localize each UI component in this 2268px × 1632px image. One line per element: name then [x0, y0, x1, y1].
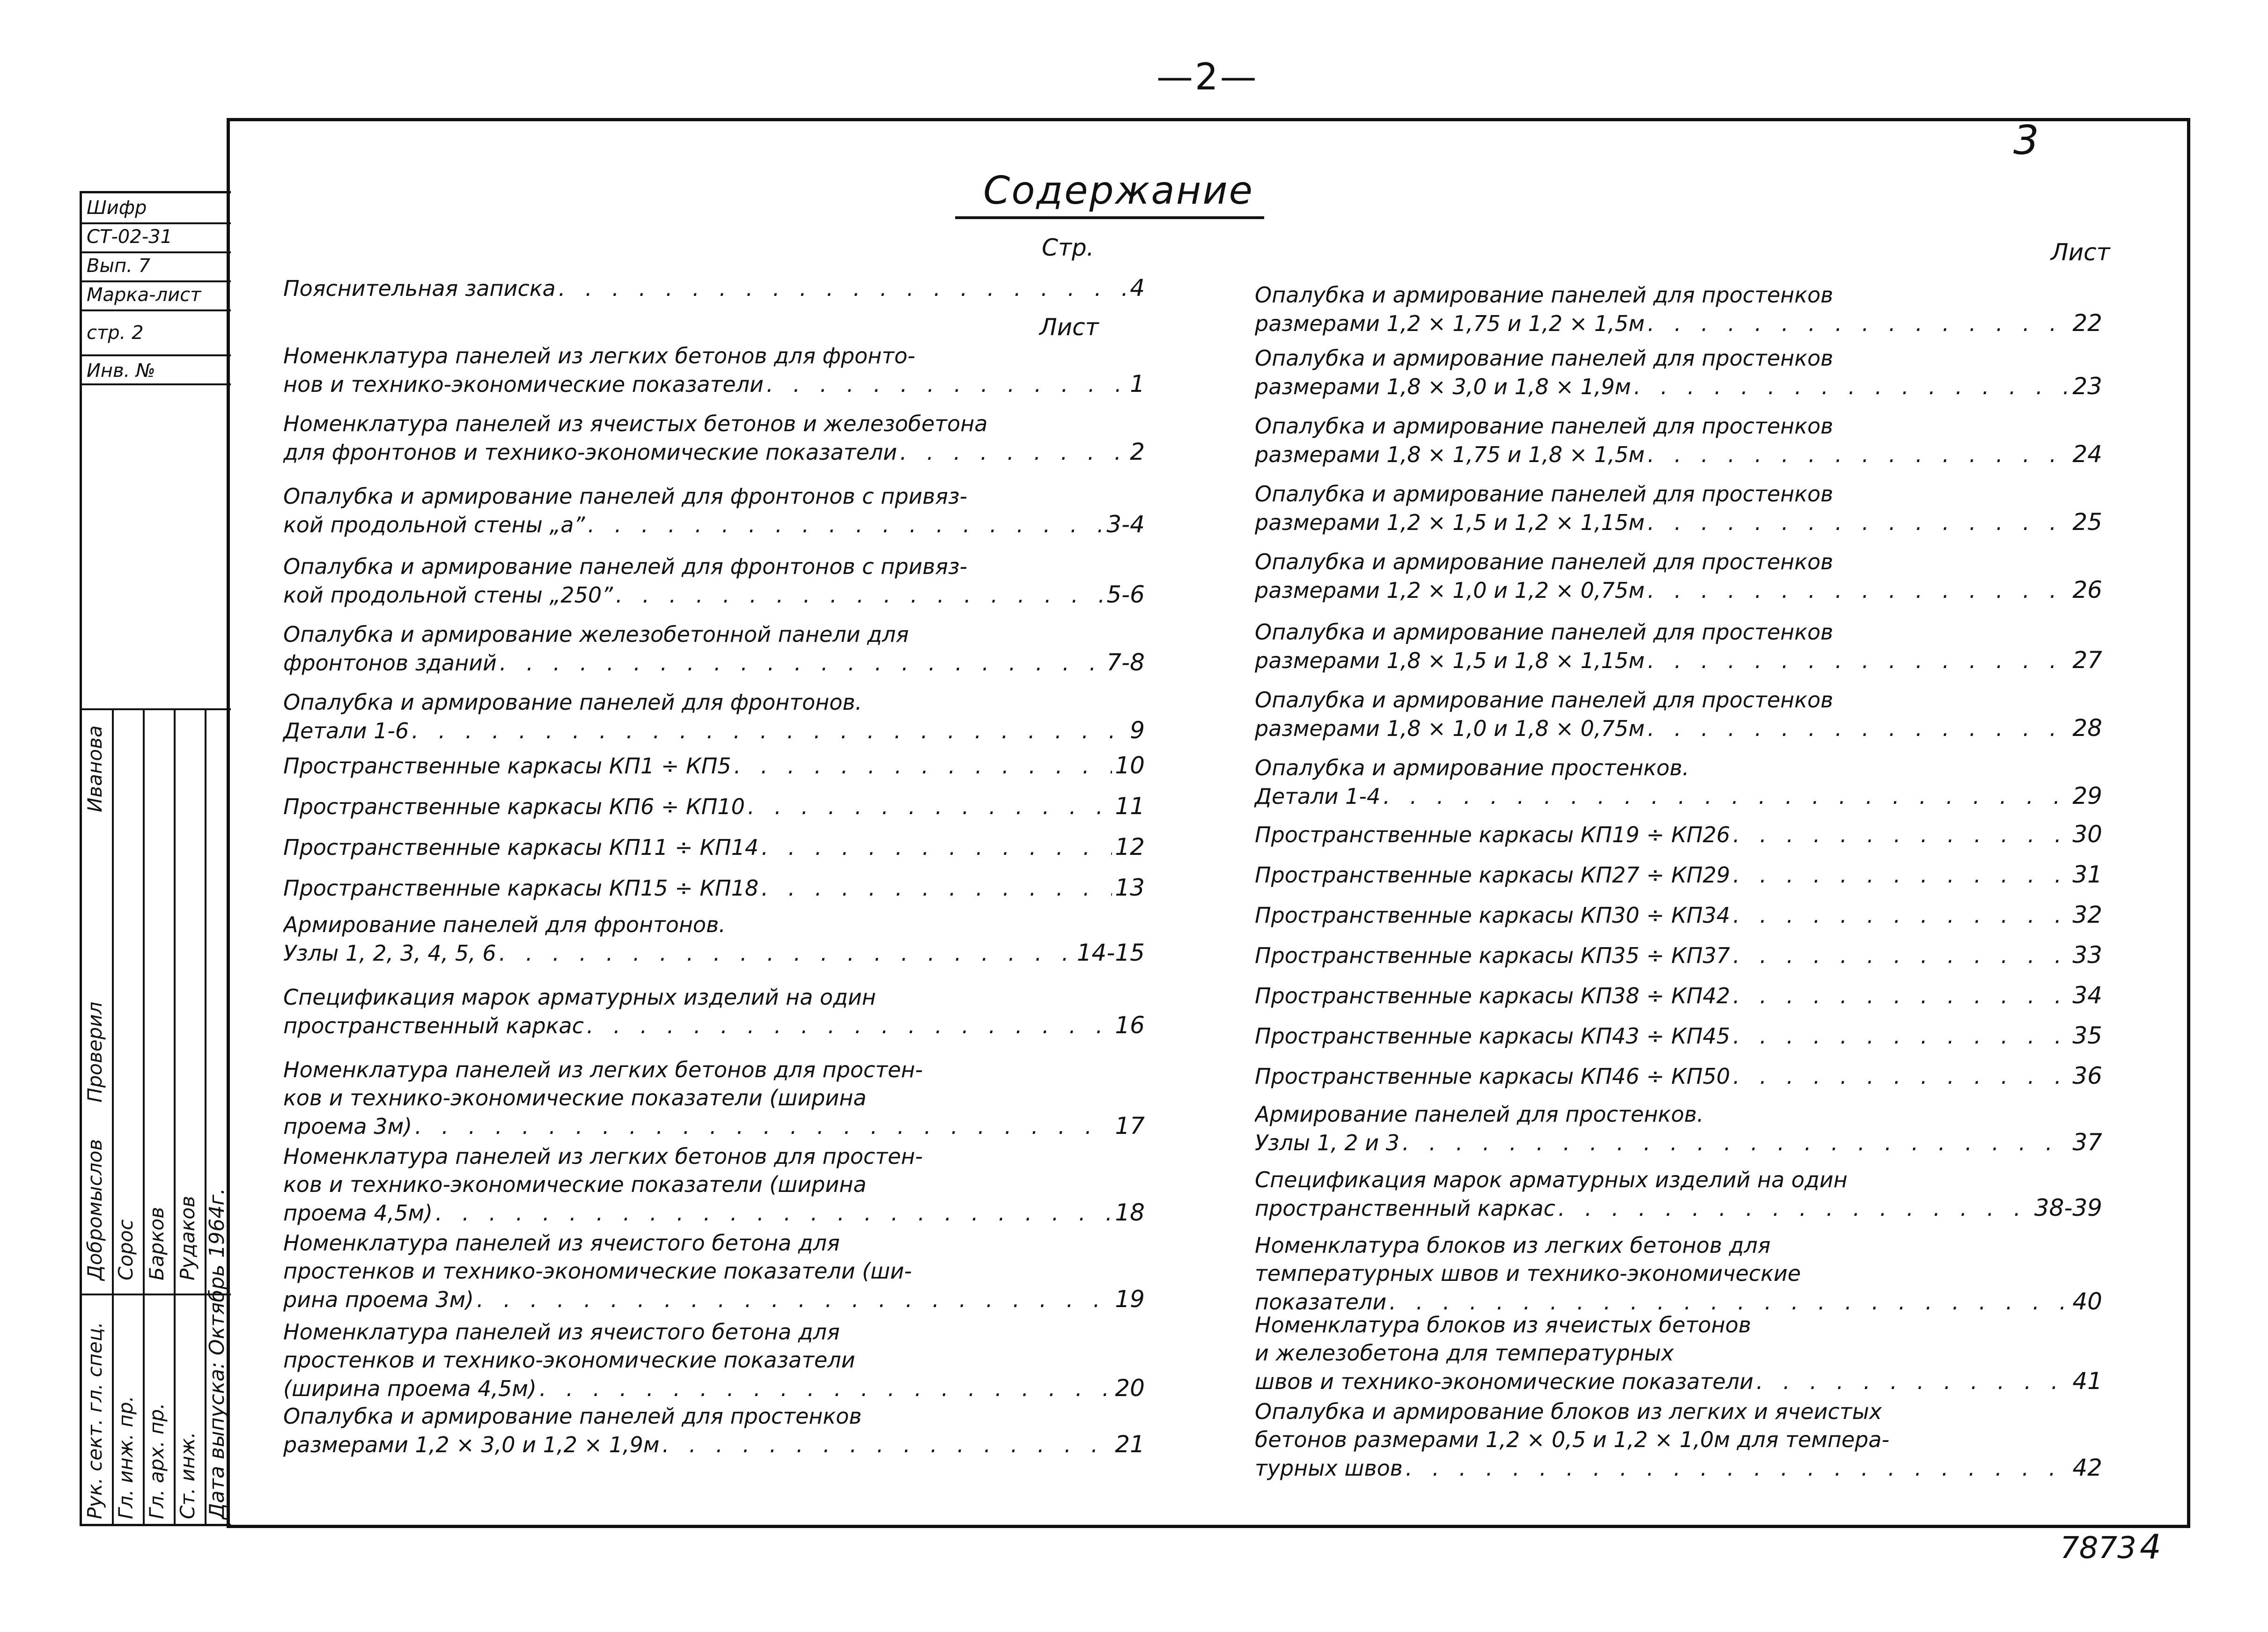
contents-entry — [1255, 344, 2102, 401]
dot-leader — [1648, 441, 2070, 469]
contents-entry — [1255, 548, 2102, 604]
entry-sheet-number: 26 — [2072, 576, 2102, 603]
entry-last-line — [283, 274, 1145, 302]
contents-entry — [283, 1056, 1145, 1140]
entry-sheet-number: 27 — [2072, 647, 2102, 674]
dot-leader — [748, 793, 1112, 821]
entry-text-line: бетонов размерами 1,2 × 0,5 и 1,2 × 1,0м для темпера- — [1255, 1427, 1890, 1452]
entry-text-line: Опалубка и армирование блоков из легких и ячеистых — [1255, 1399, 1882, 1424]
dot-leader — [1733, 1062, 2069, 1090]
entry-last-line — [1255, 1367, 2102, 1396]
contents-entry — [283, 552, 1145, 609]
entry-text-line: турных швов — [1255, 1456, 1403, 1481]
stamp-role-0: Рук. сект. гл. спец. — [83, 1322, 106, 1519]
entry-last-line — [1255, 576, 2102, 604]
sheet-corner-number: 3 — [2013, 117, 2039, 164]
contents-entry — [1255, 1062, 2102, 1090]
contents-entry — [1255, 901, 2102, 929]
dot-leader — [1648, 508, 2070, 537]
dot-leader — [415, 1112, 1112, 1140]
entry-text-line: размерами 1,8 × 3,0 и 1,8 × 1,9м — [1255, 374, 1631, 399]
contents-entry — [283, 792, 1145, 821]
stamp-name-3: Рудаков — [176, 1196, 199, 1280]
entry-text-line: Опалубка и армирование панелей для фронтонов с привяз- — [283, 484, 968, 509]
entry-text-line: для фронтонов и технико-экономические показатели — [283, 440, 898, 465]
contents-entry — [283, 1318, 1145, 1403]
entry-text-line: Номенклатура панелей из ячеистого бетона для — [283, 1230, 840, 1256]
entry-last-line — [283, 510, 1145, 539]
footer-archive-number: 7873 — [2060, 1531, 2136, 1566]
entry-text-line: ков и технико-экономические показатели (ширина — [283, 1085, 867, 1110]
entry-text-line: Опалубка и армирование простенков. — [1255, 755, 1689, 780]
dot-leader — [1733, 1022, 2069, 1050]
entry-sheet-number: 29 — [2072, 782, 2102, 809]
entry-last-line — [1255, 782, 2102, 810]
entry-sheet-number: 33 — [2072, 941, 2102, 969]
entry-last-line — [283, 939, 1145, 967]
entry-text-line: Опалубка и армирование панелей для простенков — [1255, 481, 1834, 507]
entry-text-line: фронтонов зданий — [283, 650, 497, 676]
contents-entry — [283, 342, 1145, 398]
entry-sheet-number: 3-4 — [1106, 511, 1145, 538]
entry-last-line — [1255, 1062, 2102, 1090]
entry-sheet-number: 42 — [2072, 1454, 2102, 1481]
entry-sheet-number: 32 — [2072, 901, 2102, 928]
contents-entry — [283, 751, 1145, 780]
dot-leader — [588, 511, 1104, 539]
entry-last-line — [283, 1374, 1145, 1403]
entry-text-line: размерами 1,2 × 1,5 и 1,2 × 1,15м — [1255, 510, 1645, 535]
entry-text-line: Опалубка и армирование панелей для фронтонов с привяз- — [283, 554, 968, 579]
contents-entry — [1255, 281, 2102, 338]
dot-leader — [1733, 901, 2069, 929]
entry-text-line: Пояснительная записка — [283, 276, 556, 301]
entry-last-line — [283, 648, 1145, 677]
stamp-name-2: Барков — [145, 1206, 168, 1280]
entry-last-line — [283, 1112, 1145, 1140]
entry-sheet-number: 11 — [1115, 793, 1145, 820]
entry-sheet-number: 1 — [1130, 370, 1145, 397]
entry-last-line — [1255, 860, 2102, 889]
entry-text-line: Номенклатура панелей из ячеистого бетона для — [283, 1319, 840, 1345]
entry-last-line — [283, 716, 1145, 745]
entry-last-line — [1255, 714, 2102, 742]
entry-text-line: нов и технико-экономические показатели — [283, 372, 764, 397]
contents-entry — [1255, 1166, 2102, 1222]
entry-last-line — [283, 792, 1145, 821]
contents-entry — [1255, 480, 2102, 537]
entry-last-line — [283, 438, 1145, 466]
entry-text-line: и железобетона для температурных — [1255, 1340, 1674, 1366]
entry-sheet-number: 4 — [1130, 274, 1145, 301]
entry-text-line: Опалубка и армирование панелей для простенков — [1255, 687, 1834, 713]
entry-text-line: Пространственные каркасы КП43 ÷ КП45 — [1255, 1023, 1730, 1049]
entry-text-line: Пространственные каркасы КП15 ÷ КП18 — [283, 875, 759, 901]
contents-entry — [1255, 1100, 2102, 1157]
contents-entry — [283, 1402, 1145, 1459]
contents-entry — [283, 874, 1145, 902]
contents-entry — [1255, 412, 2102, 469]
dot-leader — [1648, 309, 2070, 338]
entry-text-line: Опалубка и армирование панелей для простенков — [1255, 413, 1834, 439]
entry-sheet-number: 35 — [2072, 1022, 2102, 1049]
entry-text-line: Номенклатура блоков из ячеистых бетонов — [1255, 1312, 1751, 1338]
entry-sheet-number: 18 — [1115, 1199, 1145, 1226]
page-number: —2— — [1156, 56, 1259, 98]
entry-sheet-number: 41 — [2072, 1367, 2102, 1395]
dot-leader — [761, 833, 1112, 861]
stamp-page: стр. 2 — [82, 309, 231, 356]
entry-sheet-number: 28 — [2072, 714, 2102, 742]
stamp-role-3: Ст. инж. — [176, 1432, 199, 1519]
stamp-cipher-label: Шифр — [82, 193, 231, 224]
entry-sheet-number: 31 — [2072, 861, 2102, 888]
entry-text-line: Пространственные каркасы КП11 ÷ КП14 — [283, 835, 759, 860]
stamp-inventory: Инв. № — [82, 356, 231, 385]
entry-sheet-number: 36 — [2072, 1062, 2102, 1089]
contents-entry — [283, 1142, 1145, 1227]
entry-text-line: температурных швов и технико-экономические — [1255, 1261, 1801, 1286]
contents-title: Содержание — [983, 169, 1254, 213]
entry-sheet-number: 40 — [2072, 1288, 2102, 1315]
entry-text-line: Детали 1-6 — [283, 718, 409, 743]
entry-text-line: Спецификация марок арматурных изделий на один — [1255, 1167, 1848, 1192]
dot-leader — [1733, 821, 2069, 849]
entry-text-line: Пространственные каркасы КП6 ÷ КП10 — [283, 794, 745, 819]
entry-sheet-number: 34 — [2072, 982, 2102, 1009]
entry-last-line — [1255, 1194, 2102, 1222]
stamp-name-1: Сорос — [114, 1219, 137, 1280]
entry-text-line: Пространственные каркасы КП30 ÷ КП34 — [1255, 903, 1730, 928]
entry-text-line: кой продольной стены „250” — [283, 582, 613, 608]
left-page-header: Стр. — [1042, 234, 1094, 261]
stamp-checker-name: Иванова — [83, 725, 106, 812]
entry-text-line: Опалубка и армирование панелей для простенков — [283, 1404, 862, 1429]
dot-leader — [499, 939, 1074, 967]
entry-text-line: размерами 1,2 × 1,75 и 1,2 × 1,5м — [1255, 311, 1645, 336]
contents-entry — [283, 482, 1145, 539]
entry-last-line — [1255, 1022, 2102, 1050]
entry-text-line: простенков и технико-экономические показатели — [283, 1347, 855, 1373]
entry-text-line: проема 3м) — [283, 1114, 412, 1139]
stamp-col-divider — [143, 709, 145, 1524]
entry-last-line — [283, 1285, 1145, 1314]
entry-sheet-number: 21 — [1115, 1431, 1145, 1458]
entry-text-line: кой продольной стены „а” — [283, 512, 585, 537]
dot-leader — [539, 1375, 1112, 1403]
dot-leader — [412, 717, 1127, 745]
dot-leader — [900, 438, 1127, 466]
entry-last-line — [1255, 646, 2102, 675]
entry-last-line — [1255, 309, 2102, 338]
entry-sheet-number: 16 — [1115, 1012, 1145, 1039]
contents-entry — [283, 620, 1145, 677]
entry-text-line: швов и технико-экономические показатели — [1255, 1369, 1754, 1394]
dot-leader — [1634, 373, 2070, 401]
dot-leader — [587, 1012, 1112, 1040]
stamp-mark-sheet-label: Марка-лист — [82, 280, 231, 311]
entry-text-line: пространственный каркас — [283, 1013, 584, 1038]
entry-last-line — [1255, 508, 2102, 537]
contents-entry — [1255, 820, 2102, 849]
entry-text-line: Номенклатура панелей из легких бетонов для фронто- — [283, 343, 915, 368]
contents-entry — [283, 983, 1145, 1040]
dot-leader — [616, 581, 1104, 609]
entry-text-line: Детали 1-4 — [1255, 784, 1381, 809]
entry-text-line: Номенклатура панелей из легких бетонов для простен- — [283, 1144, 923, 1169]
contents-entry — [283, 833, 1145, 861]
entry-sheet-number: 2 — [1130, 438, 1145, 465]
entry-sheet-number: 38-39 — [2034, 1194, 2102, 1221]
entry-text-line: Опалубка и армирование панелей для простенков — [1255, 282, 1834, 308]
dot-leader — [477, 1286, 1112, 1314]
dot-leader — [761, 874, 1112, 902]
contents-entry — [1255, 1311, 2102, 1396]
entry-text-line: Номенклатура панелей из ячеистых бетонов и железобетона — [283, 411, 988, 436]
title-underline — [955, 216, 1264, 219]
entry-text-line: (ширина проема 4,5м) — [283, 1376, 537, 1401]
contents-entry — [283, 911, 1145, 967]
entry-text-line: размерами 1,2 × 1,0 и 1,2 × 0,75м — [1255, 578, 1645, 603]
stamp-checked-label: Проверил — [83, 1001, 106, 1103]
entry-last-line — [1255, 820, 2102, 849]
dot-leader — [1756, 1367, 2069, 1396]
right-sheet-header: Лист — [2051, 239, 2110, 266]
entry-last-line — [283, 1011, 1145, 1040]
entry-text-line: показатели — [1255, 1289, 1387, 1315]
entry-text-line: Опалубка и армирование панелей для простенков — [1255, 619, 1834, 645]
entry-sheet-number: 5-6 — [1106, 581, 1145, 608]
entry-last-line — [1255, 981, 2102, 1010]
entry-sheet-number: 19 — [1115, 1286, 1145, 1313]
stamp-col-divider — [112, 709, 114, 1524]
entry-text-line: Пространственные каркасы КП35 ÷ КП37 — [1255, 943, 1730, 968]
dot-leader — [1648, 647, 2070, 675]
entry-last-line — [1255, 1454, 2102, 1482]
entry-text-line: размерами 1,2 × 3,0 и 1,2 × 1,9м — [283, 1432, 660, 1457]
dot-leader — [1648, 714, 2070, 742]
contents-entry — [1255, 1231, 2102, 1316]
contents-entry — [1255, 860, 2102, 889]
entry-text-line: пространственный каркас — [1255, 1196, 1555, 1221]
entry-sheet-number: 20 — [1115, 1375, 1145, 1402]
entry-text-line: Пространственные каркасы КП27 ÷ КП29 — [1255, 862, 1730, 888]
dot-leader — [1383, 782, 2069, 810]
entry-sheet-number: 12 — [1115, 833, 1145, 860]
entry-last-line — [283, 1198, 1145, 1227]
entry-sheet-number: 10 — [1115, 752, 1145, 779]
stamp-release-date: Дата выпуска: Октябрь 1964г. — [205, 1188, 229, 1519]
footer-sheet-number: 4 — [2140, 1527, 2161, 1566]
entry-text-line: размерами 1,8 × 1,5 и 1,8 × 1,15м — [1255, 648, 1645, 673]
entry-sheet-number: 22 — [2072, 309, 2102, 337]
entry-last-line — [1255, 1128, 2102, 1157]
stamp-issue: Вып. 7 — [82, 251, 231, 282]
entry-text-line: Узлы 1, 2 и 3 — [1255, 1130, 1400, 1155]
dot-leader — [1733, 941, 2069, 970]
contents-entry — [1255, 941, 2102, 970]
dot-leader — [1733, 982, 2069, 1010]
entry-sheet-number: 17 — [1115, 1112, 1145, 1139]
contents-entry — [1255, 754, 2102, 810]
entry-sheet-number: 7-8 — [1106, 649, 1145, 676]
entry-last-line — [1255, 941, 2102, 970]
entry-last-line — [283, 874, 1145, 902]
entry-text-line: Спецификация марок арматурных изделий на один — [283, 985, 876, 1010]
entry-last-line — [283, 751, 1145, 780]
entry-sheet-number: 23 — [2072, 373, 2102, 400]
entry-text-line: Пространственные каркасы КП46 ÷ КП50 — [1255, 1064, 1730, 1089]
entry-last-line — [1255, 901, 2102, 929]
entry-text-line: Пространственные каркасы КП19 ÷ КП26 — [1255, 822, 1730, 847]
entry-text-line: Пространственные каркасы КП38 ÷ КП42 — [1255, 983, 1730, 1008]
stamp-col-divider — [174, 709, 176, 1524]
contents-entry — [1255, 981, 2102, 1010]
entry-text-line: Армирование панелей для простенков. — [1255, 1102, 1704, 1127]
entry-text-line: рина проема 3м) — [283, 1287, 474, 1312]
entry-text-line: Номенклатура блоков из легких бетонов для — [1255, 1233, 1771, 1258]
entry-last-line — [283, 833, 1145, 861]
contents-entry — [283, 410, 1145, 466]
entry-text-line: размерами 1,8 × 1,0 и 1,8 × 0,75м — [1255, 716, 1645, 741]
entry-text-line: Опалубка и армирование панелей для простенков — [1255, 346, 1834, 371]
entry-sheet-number: 25 — [2072, 508, 2102, 536]
dot-leader — [559, 274, 1127, 302]
entry-text-line: Пространственные каркасы КП1 ÷ КП5 — [283, 753, 731, 779]
entry-text-line: простенков и технико-экономические показатели (ши- — [283, 1258, 912, 1284]
dot-leader — [766, 370, 1127, 398]
entry-sheet-number: 37 — [2072, 1129, 2102, 1156]
dot-leader — [1733, 861, 2069, 889]
entry-last-line — [1255, 372, 2102, 401]
contents-entry — [1255, 1397, 2102, 1482]
dot-leader — [1558, 1194, 2032, 1222]
entry-text-line: Армирование панелей для фронтонов. — [283, 912, 726, 937]
stamp-divider — [82, 708, 231, 710]
entry-text-line: Узлы 1, 2, 3, 4, 5, 6 — [283, 941, 496, 966]
dot-leader — [435, 1199, 1112, 1227]
left-sheet-header: Лист — [1039, 314, 1099, 341]
entry-text-line: Опалубка и армирование панелей для фронтонов. — [283, 690, 862, 715]
dot-leader — [1402, 1129, 2069, 1157]
dot-leader — [500, 649, 1104, 677]
entry-sheet-number: 9 — [1130, 717, 1145, 744]
dot-leader — [1648, 576, 2070, 604]
title-block-stamp — [80, 191, 231, 1526]
entry-last-line — [1255, 440, 2102, 469]
entry-text-line: Опалубка и армирование панелей для простенков — [1255, 549, 1834, 574]
entry-sheet-number: 14-15 — [1076, 939, 1145, 966]
entry-text-line: размерами 1,8 × 1,75 и 1,8 × 1,5м — [1255, 442, 1645, 467]
entry-sheet-number: 24 — [2072, 441, 2102, 468]
entry-last-line — [283, 370, 1145, 398]
entry-text-line: Опалубка и армирование железобетонной панели для — [283, 622, 909, 647]
stamp-role-2: Гл. арх. пр. — [145, 1403, 168, 1519]
dot-leader — [1406, 1454, 2069, 1482]
contents-entry — [1255, 618, 2102, 675]
entry-sheet-number: 13 — [1115, 874, 1145, 901]
contents-entry — [1255, 1022, 2102, 1050]
entry-text-line: проема 4,5м) — [283, 1200, 433, 1226]
dot-leader — [663, 1431, 1112, 1459]
contents-entry — [283, 274, 1145, 302]
stamp-series: СТ-02-31 — [82, 222, 231, 253]
contents-entry — [283, 1229, 1145, 1314]
contents-entry — [283, 688, 1145, 745]
stamp-name-0: Добромыслов — [83, 1139, 106, 1280]
entry-last-line — [283, 1430, 1145, 1459]
entry-last-line — [283, 581, 1145, 609]
entry-sheet-number: 30 — [2072, 821, 2102, 848]
dot-leader — [734, 752, 1112, 780]
entry-text-line: ков и технико-экономические показатели (ширина — [283, 1172, 867, 1197]
entry-text-line: Номенклатура панелей из легких бетонов для простен- — [283, 1057, 923, 1082]
stamp-role-1: Гл. инж. пр. — [114, 1396, 137, 1519]
contents-entry — [1255, 686, 2102, 742]
